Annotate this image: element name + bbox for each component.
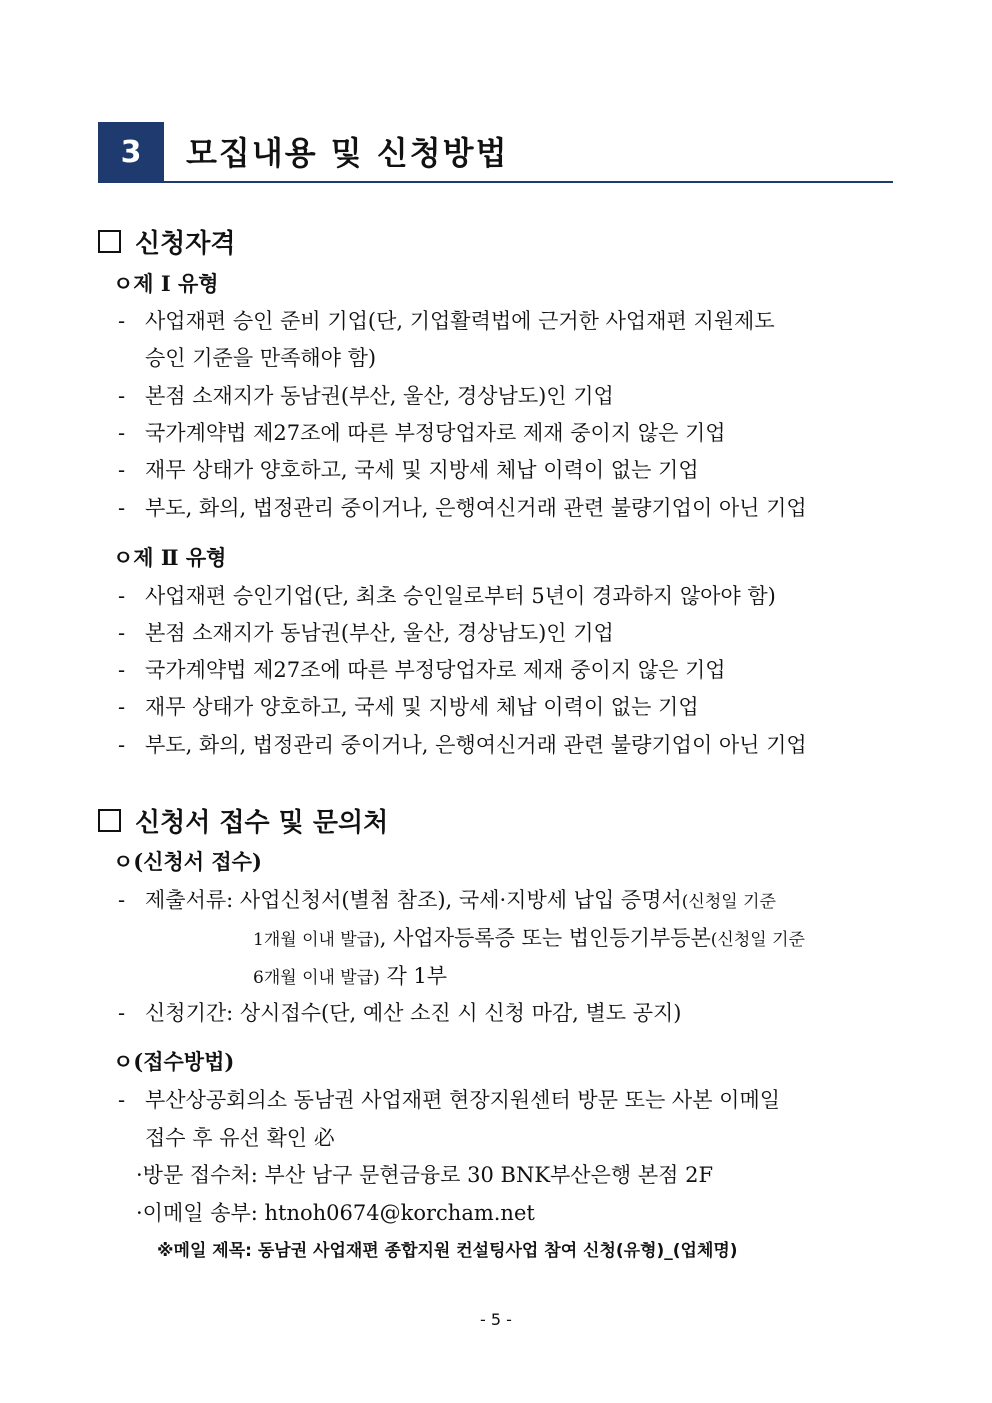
list-item: - 국가계약법 제27조에 따른 부정당업자로 제재 중이지 않은 기업 [118, 421, 726, 445]
list-item: - 부산상공회의소 동남권 사업재편 현장지원센터 방문 또는 사본 이메일 [118, 1088, 781, 1112]
heading-application [98, 802, 388, 839]
heading-eligibility-text: 신청자격 [135, 229, 236, 259]
list-item-continuation: 접수 후 유선 확인 必 [145, 1126, 335, 1150]
heading-eligibility [98, 223, 235, 260]
list-item: - 사업재편 승인 준비 기업(단, 기업활력법에 근거한 사업재편 지원제도 [118, 309, 775, 333]
docs-continuation: 1개월 이내 발급), 사업자등록증 또는 법인등기부등본(신청일 기준 [253, 926, 805, 950]
list-item-period: - 신청기간: 상시접수(단, 예산 소진 시 신청 마감, 별도 공지) [118, 1001, 682, 1025]
receipt-label: ㅇ(신청서 접수) [113, 849, 262, 874]
section-title: 모집내용 및 신청방법 [186, 134, 509, 172]
visit-location: ·방문 접수처: 부산 남구 문현금융로 30 BNK부산은행 본점 2F [136, 1163, 714, 1187]
list-item: - 재무 상태가 양호하고, 국세 및 지방세 체납 이력이 없는 기업 [118, 695, 699, 719]
list-item-docs: - 제출서류: 사업신청서(별첨 참조), 국세·지방세 납입 증명서(신청일 기준 [118, 888, 776, 912]
section-number: 3 [98, 122, 164, 182]
email-address: ·이메일 송부: htnoh0674@korcham.net [136, 1201, 535, 1225]
list-item: - 본점 소재지가 동남권(부산, 울산, 경상남도)인 기업 [118, 621, 614, 645]
docs-continuation: 6개월 이내 발급) 각 1부 [253, 964, 448, 988]
type2-label: ㅇ제 Ⅱ 유형 [113, 545, 227, 570]
method-label: ㅇ(접수방법) [113, 1049, 235, 1074]
list-item: - 부도, 화의, 법정관리 중이거나, 은행여신거래 관련 불량기업이 아닌 기업 [118, 496, 807, 520]
section-header [98, 122, 893, 182]
list-item: - 사업재편 승인기업(단, 최초 승인일로부터 5년이 경과하지 않아야 함) [118, 584, 776, 608]
header-rule [98, 181, 893, 183]
type1-label: ㅇ제 Ⅰ 유형 [113, 271, 219, 296]
list-item: - 부도, 화의, 법정관리 중이거나, 은행여신거래 관련 불량기업이 아닌 기업 [118, 733, 807, 757]
list-item-continuation: 승인 기준을 만족해야 함) [145, 346, 377, 370]
email-subject-note: ※메일 제목: 동남권 사업재편 종합지원 컨설팅사업 참여 신청(유형)_(업체명) [157, 1241, 738, 1261]
checkbox-square-icon [98, 809, 121, 832]
list-item: - 재무 상태가 양호하고, 국세 및 지방세 체납 이력이 없는 기업 [118, 458, 699, 482]
checkbox-square-icon [98, 230, 121, 253]
page-number: - 5 - [480, 1310, 512, 1329]
list-item: - 본점 소재지가 동남권(부산, 울산, 경상남도)인 기업 [118, 384, 614, 408]
list-item: - 국가계약법 제27조에 따른 부정당업자로 제재 중이지 않은 기업 [118, 658, 726, 682]
heading-application-text: 신청서 접수 및 문의처 [135, 808, 389, 838]
